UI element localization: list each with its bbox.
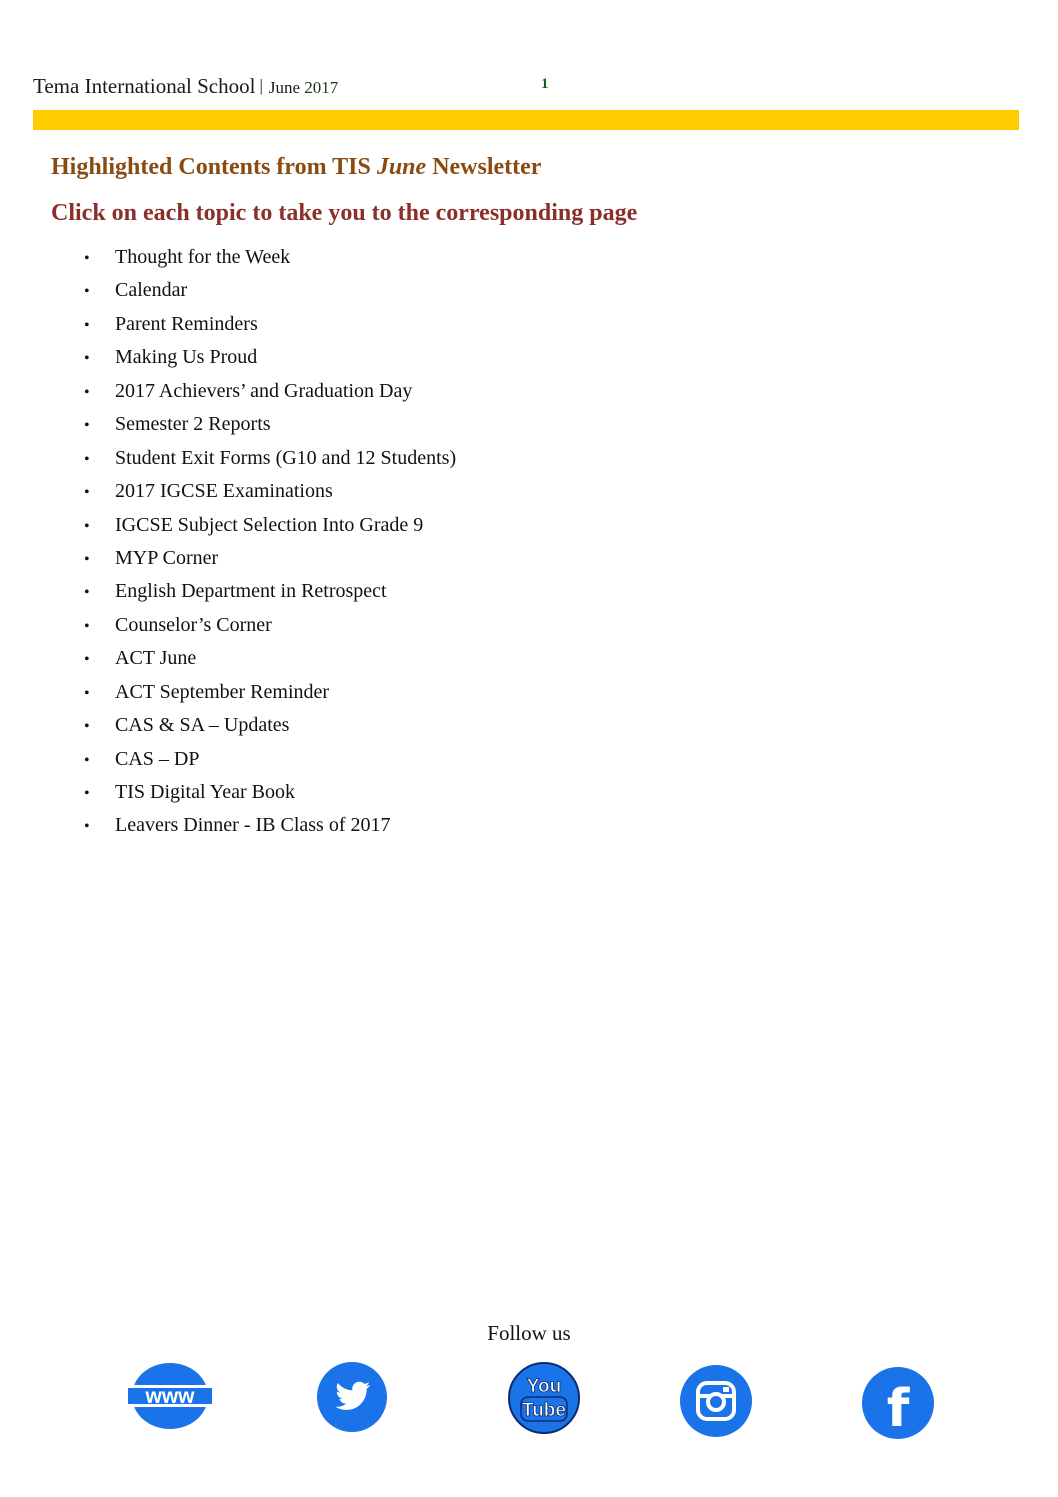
youtube-text-bottom: Tube [522,1400,566,1421]
bullet-icon: • [84,550,90,568]
bullet-icon: • [84,383,90,401]
bullet-icon: • [84,350,90,368]
topic-link[interactable] [80,442,456,475]
bullet-icon: • [84,718,90,736]
topic-label: Thought for the Week [115,246,291,268]
topic-label: Making Us Proud [115,346,258,369]
title-prefix: Highlighted Contents from TIS [51,154,371,180]
title-suffix: Newsletter [432,154,542,180]
header-accent-bar [33,110,1019,130]
www-icon[interactable] [128,1361,212,1431]
facebook-icon[interactable] [861,1366,935,1440]
instagram-icon[interactable] [679,1364,753,1438]
follow-us-label: Follow us [487,1321,571,1345]
bullet-icon: • [84,250,90,267]
topic-label: TIS Digital Year Book [115,781,295,803]
topic-link[interactable] [80,709,456,742]
bullet-icon: • [84,450,90,468]
topic-label: Student Exit Forms (G10 and 12 Students) [115,446,457,469]
topic-label: 2017 Achievers’ and Graduation Day [115,379,413,402]
topic-link[interactable] [80,241,456,274]
school-name: Tema International School [33,74,256,98]
topic-label: Parent Reminders [115,312,258,335]
youtube-text-top: You [526,1376,562,1397]
bullet-icon: • [84,316,90,334]
topic-label: Calendar [115,279,188,302]
topic-link[interactable] [80,609,456,642]
bullet-icon: • [84,785,90,802]
topic-label: CAS & SA – Updates [115,714,290,737]
bullet-icon: • [84,818,90,836]
topic-label: 2017 IGCSE Examinations [115,480,333,503]
youtube-icon[interactable] [507,1361,581,1435]
topic-link[interactable] [80,776,456,809]
topic-link[interactable] [80,274,456,307]
bullet-icon: • [84,651,90,669]
bullet-icon: • [84,617,90,635]
topic-link[interactable] [80,676,456,709]
topic-label: ACT September Reminder [115,680,330,703]
topic-list [80,241,456,843]
header-date [269,78,338,97]
bullet-icon: • [84,484,90,502]
topic-label: MYP Corner [115,546,219,569]
newsletter-title [51,154,541,181]
topic-label: IGCSE Subject Selection Into Grade 9 [115,513,424,536]
header-year: 2017 [304,78,339,97]
topic-link[interactable] [80,408,456,441]
title-emphasis: June [376,154,427,180]
bullet-icon: • [84,751,90,769]
header-month: June [268,78,301,97]
bullet-icon: • [84,417,90,435]
page-header [33,74,338,99]
facebook-f-glyph: f [886,1379,910,1439]
topic-link[interactable] [80,743,456,776]
topic-label: Counselor’s Corner [115,613,272,636]
instruction-subtitle: Click on each topic to take you to the corresponding page [51,200,638,226]
bullet-icon: • [84,283,90,301]
topic-link[interactable] [80,308,456,341]
topic-link[interactable] [80,375,456,408]
topic-label: English Department in Retrospect [115,580,387,603]
www-text: www [145,1385,195,1408]
topic-link[interactable] [80,509,456,542]
topic-label: ACT June [115,647,197,670]
topic-link[interactable] [80,542,456,575]
header-separator: | [259,76,263,95]
topic-link[interactable] [80,475,456,508]
topic-label: Leavers Dinner - IB Class of 2017 [115,814,391,837]
bullet-icon: • [84,684,90,702]
twitter-icon[interactable] [316,1361,388,1433]
topic-label: Semester 2 Reports [115,413,271,436]
topic-link[interactable] [80,341,456,374]
topic-link[interactable] [80,642,456,675]
topic-link[interactable] [80,809,456,842]
bullet-icon: • [84,517,90,535]
topic-link[interactable] [80,575,456,608]
bullet-icon: • [84,584,90,602]
page-number: 1 [541,76,549,92]
topic-label: CAS – DP [115,747,200,770]
